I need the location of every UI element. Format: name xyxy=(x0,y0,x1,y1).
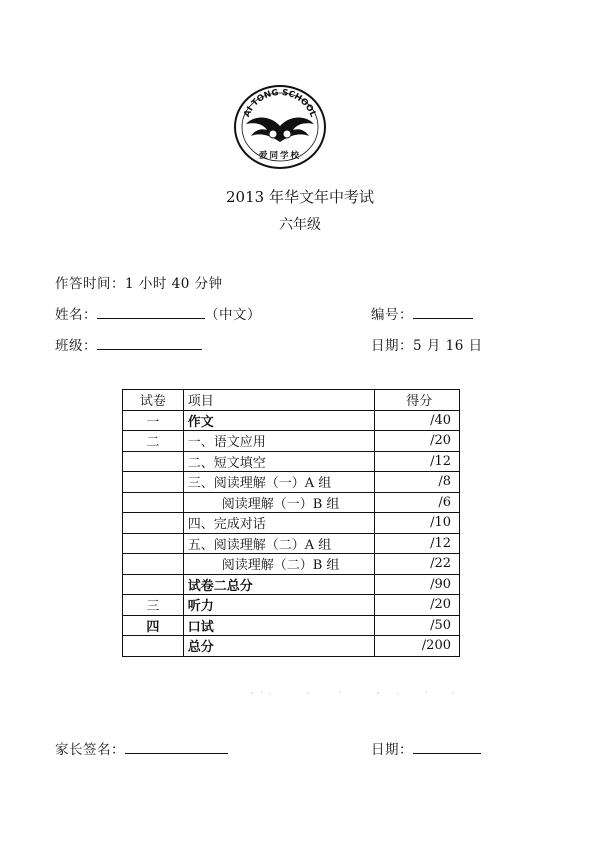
paper-cell xyxy=(123,554,184,575)
table-header-row xyxy=(123,390,460,411)
table-row xyxy=(123,451,460,472)
paper-cell: 三 xyxy=(123,595,184,616)
name-row xyxy=(55,303,261,323)
svg-text:AI TONG SCHOOL: AI TONG SCHOOL xyxy=(242,87,318,119)
name-label: 姓名： xyxy=(55,307,97,323)
score-cell[interactable]: /20 xyxy=(375,595,460,616)
scan-specks xyxy=(248,690,458,696)
paper-cell: 四 xyxy=(123,615,184,636)
item-cell: 听力 xyxy=(183,595,375,616)
score-cell[interactable]: /40 xyxy=(375,410,460,431)
table-row xyxy=(123,431,460,452)
header-paper: 试卷 xyxy=(123,390,184,411)
exam-duration: 作答时间：1 小时 40 分钟 xyxy=(55,276,223,292)
score-cell[interactable]: /20 xyxy=(375,431,460,452)
table-row xyxy=(123,574,460,595)
table-row xyxy=(123,636,460,657)
table-row xyxy=(123,472,460,493)
paper-cell xyxy=(123,533,184,554)
paper-cell xyxy=(123,636,184,657)
score-table xyxy=(122,389,460,657)
school-logo xyxy=(233,84,327,170)
grade-level: 六年级 xyxy=(279,217,321,233)
item-cell: 一、语文应用 xyxy=(183,431,375,452)
paper-cell xyxy=(123,492,184,513)
table-row xyxy=(123,595,460,616)
name-suffix: （中文） xyxy=(205,307,261,323)
paper-cell xyxy=(123,574,184,595)
parent-signature-label: 家长签名： xyxy=(55,742,125,758)
signature-date-row xyxy=(371,738,481,758)
paper-cell xyxy=(123,472,184,493)
paper-cell xyxy=(123,513,184,534)
svg-text:爱同学校: 爱同学校 xyxy=(258,151,302,161)
score-cell[interactable]: /8 xyxy=(375,472,460,493)
score-cell[interactable]: /90 xyxy=(375,574,460,595)
class-blank[interactable] xyxy=(97,337,202,350)
signature-date-blank[interactable] xyxy=(413,741,481,754)
score-cell[interactable]: /6 xyxy=(375,492,460,513)
class-row xyxy=(55,334,202,354)
score-cell[interactable]: /50 xyxy=(375,615,460,636)
item-cell: 三、阅读理解（一）A 组 xyxy=(183,472,375,493)
exam-title: 2013 年华文年中考试 xyxy=(226,188,374,206)
table-row xyxy=(123,615,460,636)
table-row xyxy=(123,492,460,513)
item-cell: 二、短文填空 xyxy=(183,451,375,472)
item-cell: 五、阅读理解（二）A 组 xyxy=(183,533,375,554)
parent-signature-blank[interactable] xyxy=(125,741,228,754)
item-cell: 口试 xyxy=(183,615,375,636)
number-row xyxy=(371,303,473,323)
table-row xyxy=(123,554,460,575)
paper-cell: 一 xyxy=(123,410,184,431)
class-label: 班级： xyxy=(55,338,97,354)
item-cell: 阅读理解（一）B 组 xyxy=(183,492,375,513)
item-cell: 四、完成对话 xyxy=(183,513,375,534)
table-row xyxy=(123,410,460,431)
item-cell: 总分 xyxy=(183,636,375,657)
paper-cell: 二 xyxy=(123,431,184,452)
header-score: 得分 xyxy=(375,390,460,411)
signature-date-label: 日期： xyxy=(371,742,413,758)
score-cell[interactable]: /200 xyxy=(375,636,460,657)
exam-date: 日期：5 月 16 日 xyxy=(371,338,483,354)
table-row xyxy=(123,513,460,534)
parent-signature-row xyxy=(55,738,228,758)
item-cell: 阅读理解（二）B 组 xyxy=(183,554,375,575)
item-cell: 试卷二总分 xyxy=(183,574,375,595)
table-row xyxy=(123,533,460,554)
number-label: 编号： xyxy=(371,307,413,323)
paper-cell xyxy=(123,451,184,472)
header-item: 项目 xyxy=(183,390,375,411)
score-cell[interactable]: /22 xyxy=(375,554,460,575)
score-cell[interactable]: /10 xyxy=(375,513,460,534)
name-blank[interactable] xyxy=(97,306,205,319)
score-cell[interactable]: /12 xyxy=(375,533,460,554)
number-blank[interactable] xyxy=(413,306,473,319)
score-cell[interactable]: /12 xyxy=(375,451,460,472)
item-cell: 作文 xyxy=(183,410,375,431)
